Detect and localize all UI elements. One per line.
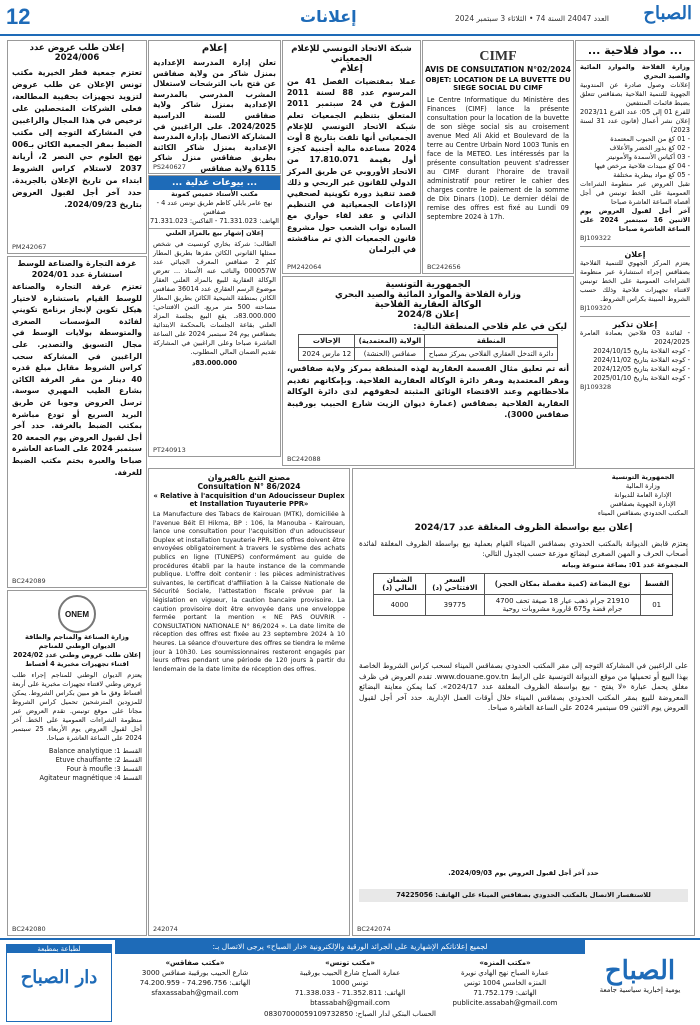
agri-box2-text: يعتزم المركز الجهوي للتنمية الفلاحية بصفاقس إجراء استشارة عبر منظومة الشراءات العمومية على الخط تونبس لاقتناء تجهيزات فلاحية وذلك حسب الشروط المبينة بكراس الشروط. xyxy=(580,259,690,303)
office-line: الهاتف: 71.752.179 xyxy=(473,989,537,997)
page-header xyxy=(0,0,700,36)
customs-deadline: حدد آخر أجل لقبول العروض يوم 2024/09/03. xyxy=(448,869,599,877)
office-title: «مكتب تونس» xyxy=(325,959,375,967)
ad-ref: PM242064 xyxy=(287,263,322,271)
ad-ref: BJ109328 xyxy=(580,383,612,391)
customs-header xyxy=(598,473,688,518)
page-number: 12 xyxy=(6,4,31,29)
onem-body: يعتزم الديوان الوطني للمناجم إجراء طلب عروض وطني لاقتناء تجهيزات مخبرية على أربعة أقساط وفق ما هو مبين بكراس الشروط. يمكن للمزودين المترشحين تحميل كراس الشروط مجانا على موقع تونبس. تقدم العروض عبر منظومة الشراءات العمومية على الخط. آخر أجل لقبول العروض يوم الأربعاء 25 سبتمبر 2024 على الساعة العاشرة صباحا. xyxy=(12,671,142,742)
cimf-logo-text: CIMF xyxy=(479,49,517,64)
onem-lot: القسط 3: Four à moufle xyxy=(66,765,142,773)
agri-line: - 02 كغ بذور الخضر والأعلاف xyxy=(609,144,690,152)
agri-line: للفرع 01 إلى 05: عدد الفرع 2023/11 إعلان نشر أعمال (قانون عدد 31 لسنة 2023) xyxy=(580,108,691,134)
network-body: عملا بمقتضيات الفصل 41 من المرسوم عدد 88 لسنة 2011 المؤرخ في 24 سبتمبر 2011 المتعلق بتنظيم الجمعيات تعلم شبكة الاتحاد التونسي للإعلام الجمعياتي أنها تلقت بتاريخ 8 أوت 2024 مساعدة مالية أجنبية كجزء أول بقيمة 17.810.071 من الاتحاد الأوروبي عن طريق المركز الدولي للقانون غير الربحي و ذلك قصد تنفيذ دورة تكوينية لصحفيي الإذاعات الجمعياتية في التنظيم الذاتي و عقد لقاء حواري مع السادة نواب الشعب حول مشروع قانون الجمعيات الذي تم مناقشته في البرلمان xyxy=(287,77,416,255)
table-cell: صفاقس (الحنشة) xyxy=(355,348,425,361)
onem-logo: ONEM xyxy=(58,595,96,633)
agri-line: - 03 أكياس الأسمدة والأمونيتر xyxy=(606,153,690,161)
customs-ministry: وزارة المالية xyxy=(625,482,661,490)
page-footer xyxy=(0,938,700,1025)
customs-admin: الإدارة العامة للديوانة xyxy=(614,491,672,499)
table-cell: 21910 جرام ذهب عيار 18 صيغة تحف 4700 جرام فضة و675 قارورة مشروبات روحية xyxy=(484,595,641,616)
table-cell: دائرة التدخل العقاري الفلاحي بمركز مصباح xyxy=(425,348,558,361)
footer-office xyxy=(275,958,425,1008)
customs-title: إعلان بيع بواسطة الظروف المغلقة عدد 2024/17 xyxy=(414,523,633,533)
customs-group: المجموعة عدد 01: بضاعة متنوعة وبيانه xyxy=(561,561,688,569)
ppr-consultation-ad xyxy=(148,468,350,936)
office-line: الهاتف: 74.296.756 - 74.200.959 xyxy=(139,979,251,987)
judicial-sales-ad xyxy=(148,175,281,457)
agri-line: - 05 كغ مواد بيطرية مختلفة xyxy=(613,171,690,179)
table-header: الضمان المالي (د) xyxy=(374,574,426,595)
customs-table xyxy=(373,573,673,616)
ad-ref: BC242089 xyxy=(12,577,46,585)
table-cell: 39775 xyxy=(426,595,485,616)
republic-title: الجمهورية التونسية xyxy=(385,280,471,290)
onem-logo-wrap xyxy=(8,591,146,633)
table-header: نوع البضاعة (كمية مفصلة بمكان الحجز) xyxy=(484,574,641,595)
qatar-offers-ad xyxy=(7,40,147,254)
agri-box2-title: إعلان xyxy=(624,250,646,259)
agri-box3-line: - كوجه الفلاحة بتاريخ 2024/11/02 xyxy=(593,356,690,364)
office-title: «مكتب المنزه» xyxy=(479,959,531,967)
table-header: الإحالات xyxy=(299,335,355,348)
onem-lot: القسط 4: Agitateur magnétique xyxy=(39,774,142,782)
customs-region: الإدارة الجهوية بصفاقس xyxy=(610,500,676,508)
footer-banner: لجميع إعلاناتكم الإشهارية على الجرائد الورقية والإلكترونية «دار الصباح» يرجى الاتصال بـ: xyxy=(115,940,585,954)
office-email[interactable]: publicite.assabah@gmail.com xyxy=(452,999,558,1007)
notice-number: إعلان 2024/8 xyxy=(397,310,459,320)
onem-lot: القسط 1: Balance analytique xyxy=(48,747,142,755)
chamber-title: غرفة التجارة والصناعة للوسط xyxy=(17,259,137,268)
agri-line: وزارة الفلاحة والموارد المائية والصيد البحري xyxy=(580,63,690,80)
chamber-subtitle: استشارة عدد 2024/01 xyxy=(31,270,123,279)
buyu-title: ... بيوعات عدلية ... xyxy=(149,176,280,190)
table-header: السعر الافتتاحي (د) xyxy=(426,574,485,595)
customs-phone: للاستفسار الاتصال بالمكتب الحدودي بصفاقس الميناء على الهاتف: 74225056 xyxy=(359,889,688,902)
side-sub: لطباعة بمطبعة xyxy=(7,945,111,953)
footer-side-logo xyxy=(6,944,112,1022)
agri-line: تقبل العروض عبر منظومة الشراءات العمومية على الخط تونبس في أجل أقصاه الساعة العاشرة صباحا xyxy=(580,180,690,206)
ad-ref: PT240913 xyxy=(153,446,186,454)
agency-title: الوكالة العقارية الفلاحية xyxy=(374,300,482,310)
republic-table xyxy=(298,334,558,361)
ad-ref: BC242080 xyxy=(12,925,46,933)
agri-body xyxy=(576,61,694,394)
agri-materials-box xyxy=(575,40,695,527)
agri-box3-line: - كوجه الفلاحة بتاريخ 2024/12/05 xyxy=(593,365,690,373)
ad-ref: PM242067 xyxy=(12,243,47,251)
section-title: إعلانات xyxy=(300,7,357,26)
onem-office: الديوان الوطني للمناجم xyxy=(38,642,116,650)
office-line: الهاتف: 71.352.811 - 71.338.033 xyxy=(294,989,406,997)
office-email[interactable]: btassabah@gmail.com xyxy=(310,999,390,1007)
table-header: المنطقة xyxy=(425,335,558,348)
buyu-body: الطالب: شركة بخاري كونسيت في شخص ممثلها القانوني الكائن مقرها بطريق المطار كلم 2 صفاقس المعرف الجبائي عدد 000057W والنائب عنه الأستاذ ... تعرض الوكالة العقارية للبيع بالمزاد العلني العقار موضوع الرسم العقاري عدد 36014 صفاقس الكائن بمنطقة الشيحية الكائن بطريق المطار مساحته 500 متر مربع. الثمن الافتتاحي: 83.000.000د. يقع البيع بجلسة المزاد العلني بقاعة الجلسات بالمحكمة الابتدائية بصفاقس يوم 24 سبتمبر 2024 على الساعة العاشرة صباحا وعلى الراغبين في المشاركة تقديم الضمان المالي المطلوب. xyxy=(153,240,277,356)
buyu-office: مكتب الأستاذ خميس كمونة xyxy=(171,190,258,198)
ppr-title: Consultation N° 86/2024 xyxy=(197,482,301,491)
table-header: القسط xyxy=(641,574,673,595)
network-ad xyxy=(282,40,421,274)
agri-title: ... مواد فلاحية ... xyxy=(576,41,694,61)
footer-logo xyxy=(586,956,694,994)
network-title: شبكة الاتحاد التونسي للإعلام الجمعياتي xyxy=(291,44,412,64)
footer-brand: الصباح xyxy=(604,956,676,986)
ppr-org: مصنع التبغ بالقيروان xyxy=(207,473,291,482)
onem-title: إعلان طلب عروض وطني عدد 2024/02 xyxy=(13,651,141,659)
agri-line: - 04 كغ مبيدات فلاحية مرخص فيها xyxy=(594,162,690,170)
agri-box3-line: - كوجه الفلاحة بتاريخ 2025/01/10 xyxy=(593,374,690,382)
customs-body: على الراغبين في المشاركة التوجه إلى مقر المكتب الحدودي بصفاقس الميناء لسحب كراس الشروط الخاصة بهذا البيع أو تحميلها من موقع الديوانة التونسية على الرابط www.douane.gov.tn. تقدم العروض في ظرف مغلق يحمل عبارة «لا يفتح - بيع بواسطة الظروف المغلقة عدد 2024/17». كما يمكن معاينة البضائع المعروضة للبيع بمقر المكتب الحدودي بصفاقس الميناء خلال أوقات العمل الإدارية. حدد آخر أجل لقبول العروض يوم الاثنين 09 سبتمبر 2024 على الساعة العاشرة صباحا. xyxy=(359,661,689,712)
agri-line: - 01 كغ من الحبوب المعتمدة xyxy=(610,135,690,143)
office-line: عمارة الصباح نهج الهادي نويرة xyxy=(461,969,549,977)
footer-account: الحساب البنكي لدار الصباح: 08307000059109732850 xyxy=(264,1010,436,1018)
ad-ref: 242074 xyxy=(153,925,178,933)
ppr-subtitle: « Relative à l'acquisition d'un Adoucisseur Duplex et Installation Tuyauterie PPR» xyxy=(153,492,345,508)
table-cell: 12 مارس 2024 xyxy=(299,348,355,361)
land-agency-ad xyxy=(282,276,574,466)
agri-box3-line: - كوجه الفلاحة بتاريخ 2024/10/15 xyxy=(593,347,690,355)
cimf-body: Le Centre Informatique du Ministère des Finances (CIMF) lance la présente consultation pour la location de la buvette de son siège social sis au croisement avenue Med Ali Akid et Boulevard de la terre au Centre Urbain Nord 1003 Tunis en face de la METEO. Les intéressés par la présente consultation peuvent s'adresser au CIMF durant l'horaire de travail administratif pour retirer le cahier des charges contre le paiement de la somme de Dix Dinars (10D). Le dernier délai de remise des offres est fixé au Lundi 09 septembre 2024 à 17h. xyxy=(427,96,569,221)
side-brand: دار الصباح xyxy=(20,967,98,988)
offers-body: تعتزم جمعية قطر الخيرية مكتب تونس الإعلان عن طلب عروض لتزويد تجهيزات بحقيبة المطالعة، فعلى الشركات المتحصلين على ترخيص في هذا المجال والراغبين في المشاركة التوجه إلى مكتب الضبط بمقر الجمعية الكائن بـ006 نهج العلوم حي النصر 2، أريانة 2037 لاستلام كراس الشروط ابتداء من تاريخ الإعلان بالجريدة. حدد آخر أجل لقبول العروض بتاريخ 2024/09/23. xyxy=(12,68,142,209)
customs-republic: الجمهورية التونسية xyxy=(611,473,675,481)
ilam-title: إعلام xyxy=(201,43,228,54)
onem-ad xyxy=(7,590,147,936)
table-cell: 01 xyxy=(641,595,673,616)
buyu-phone: الهاتف: 71.331.023 - الفاكس: 71.331.023 xyxy=(149,217,280,225)
ilam-ad xyxy=(148,40,281,174)
footer-tagline: يومية إخبارية سياسية جامعة xyxy=(599,986,681,994)
ad-ref: BC242088 xyxy=(287,455,321,463)
onem-ministry: وزارة الصناعة والمناجم والطاقة xyxy=(24,633,130,641)
onem-subtitle: اقتناء تجهيزات مخبرية 4 أقساط xyxy=(25,660,129,668)
table-row xyxy=(374,595,673,616)
office-line: المنزه الخامس 1004 تونس xyxy=(463,979,547,987)
ad-ref: BJ109320 xyxy=(580,304,612,312)
buyu-price: 83.000.000د xyxy=(191,359,238,367)
chamber-body: تعتزم غرفة التجارة والصناعة للوسط القيام باستشارة لاختيار هيكل تكوين لإنجاز برنامج تكويني لفائدة المؤسسات الصغرى والمتوسطة بولايات الوسط في مجال التسويق والتصدير. على الراغبين في المشاركة سحب كراس الشروط مقابل مبلغ قدره 40 دينار من مقر الغرفة الكائن بشارع الطيب المهيري سوسة. ترسل العروض وجوبا عن طريق البريد السريع أو تودع مباشرة بمكتب الضبط بالغرفة. حدد آخر أجل لقبول العروض يوم الجمعة 20 سبتمبر 2024 على الساعة العاشرة صباحا والعبرة بختم مكتب الضبط للغرفة. xyxy=(12,282,142,477)
offers-title: إعلان طلب عروض عدد 2024/006 xyxy=(29,43,125,63)
republic-intro: ليكن في علم فلاحي المنطقة التالية: xyxy=(413,322,567,332)
ilam-body: تعلن إدارة المدرسة الإعدادية بمنزل شاكر من ولاية صفاقس عن فتح باب الترشحات لاستغلال المشرب المدرسي بالمدرسة الإعدادية بمنزل شاكر ولاية صفاقس للسنة الدراسية 2024/2025. على الراغبين في المشاركة الاتصال بإدارة المدرسة الإعدادية بمنزل شاكر الكائنة بطريق صفاقس منزل شاكر 6115 ولاية صفاقس xyxy=(153,58,276,173)
republic-body: أنه تم تعليق مثال القسمة العقارية لهذه المنطقة بمركز ولاية صفاقس، ومقر المعتمدية ومقر دائرة الوكالة العقارية الفلاحية. وبإمكانهم تقديم ملاحظاتهم وعند الاقتضاء الوثائق المثبتة لحقوقهم لدى دائرة الوكالة العقارية الفلاحية بصفاقس (عمارة ديوان الزيت شارع الحبيب بورقيبة صفاقس 3000). xyxy=(287,364,569,419)
office-line: تونس 1000 xyxy=(331,979,369,987)
ad-ref: BC242656 xyxy=(427,263,461,271)
customs-office: المكتب الحدودي بصفاقس الميناء xyxy=(597,509,688,517)
office-line: شارع الحبيب بورقيبة صفاقس 3000 xyxy=(141,969,249,977)
table-row xyxy=(299,348,558,361)
ad-ref: PS240627 xyxy=(153,163,186,171)
ministry-title: وزارة الفلاحة والموارد المائية والصيد البحري xyxy=(334,290,522,300)
issue-line: العدد 24047 السنة 74 • الثلاثاء 3 سبتمبر 2024 xyxy=(455,14,609,23)
cimf-logo xyxy=(423,41,573,65)
ppr-body: La Manufacture des Tabacs de Kairouan (MTK), domiciliée à l'avenue Béit El Hikma, BP : 106, la Manouba - Kairouan, lance une consultation pour l'acquisition d'un adoucisseur Duplex et installation tuyauterie PPR. Les offres doivent être envoyées obligatoirement à travers le système des achats publics en ligne (TUNEPS) conformément au guide de procédures établi par la haute instance de la commande publique. L'offre doit contenir : les pièces administratives suivantes, le certificat d'affiliation à la Caisse Nationale de Sécurité Sociale, l'attestation fiscale prévue par la législation en vigueur, la caution bancaire provisoire. La caution provisoire doit être envoyée dans une enveloppe fermée portant la mention « NE PAS OUVRIR - CONSULTATION NATIONALE N° 86/2024 ». La date limite de réception des offres est fixée au 23 septembre 2024 à 10 heures. La séance d'ouverture des offres se tiendra le même jour à 10h30. Les soumissionnaires resteront engagés par leurs offres pendant une période de 120 jours à partir du lendemain de la date limite de réception des offres. xyxy=(153,511,345,673)
table-cell: 4000 xyxy=(374,595,426,616)
agri-line: آخر أجل لقبول العروض يوم الاثنين 16 سبتمبر 2024 على الساعة العاشرة صباحا xyxy=(580,207,690,233)
ad-ref: BC242074 xyxy=(357,925,391,933)
onem-lots xyxy=(8,745,146,785)
cimf-object: OBJET: LOCATION DE LA BUVETTE DU SIEGE SOCIAL DU CIMF xyxy=(425,76,571,92)
office-title: «مكتب صفاقس» xyxy=(165,959,225,967)
newspaper-brand: الصباح xyxy=(643,3,692,24)
buyu-sub: إعلان إشهار بيع بالمزاد العلني xyxy=(149,228,280,238)
agri-box3-line: - لفائدة 03 فلاحين بعمادة العامرة 2024/2025 xyxy=(580,329,690,346)
office-email[interactable]: sfaxassabah@gmail.com xyxy=(151,989,239,997)
cimf-ad xyxy=(422,40,574,274)
footer-office xyxy=(430,958,580,1008)
customs-ad xyxy=(352,468,695,936)
table-header: الولاية (المعتمدية) xyxy=(355,335,425,348)
footer-office xyxy=(120,958,270,998)
customs-intro: يعتزم قابض الديوانة بالمكتب الحدودي بصفاقس الميناء القيام بعملية بيع بواسطة الظروف المغلقة لفائدة أصحاب الحرف و المهن الصغرى لبضائع موزعة حسب الجدول التالي: xyxy=(359,539,688,558)
ad-ref: BJ109322 xyxy=(580,234,612,242)
cimf-title: AVIS DE CONSULTATION N°02/2024 xyxy=(424,65,572,74)
network-subtitle: إعلام xyxy=(340,64,363,74)
buyu-address: نهج عامر بابلي كاظم طريق تونس عدد 4 - صفاقس xyxy=(156,199,273,216)
agri-box3-title: إعلان تذكير xyxy=(612,320,658,329)
agri-line: إعلانات وصول صادرة عن المندوبية الجهوية للتنمية الفلاحية بصفاقس تتعلق بضبط قائمات المنتفعين xyxy=(580,81,690,107)
onem-lot: القسط 2: Etuve chauffante xyxy=(55,756,142,764)
chamber-ad xyxy=(7,256,147,588)
office-line: عمارة الصباح شارع الحبيب بورقيبة xyxy=(299,969,401,977)
